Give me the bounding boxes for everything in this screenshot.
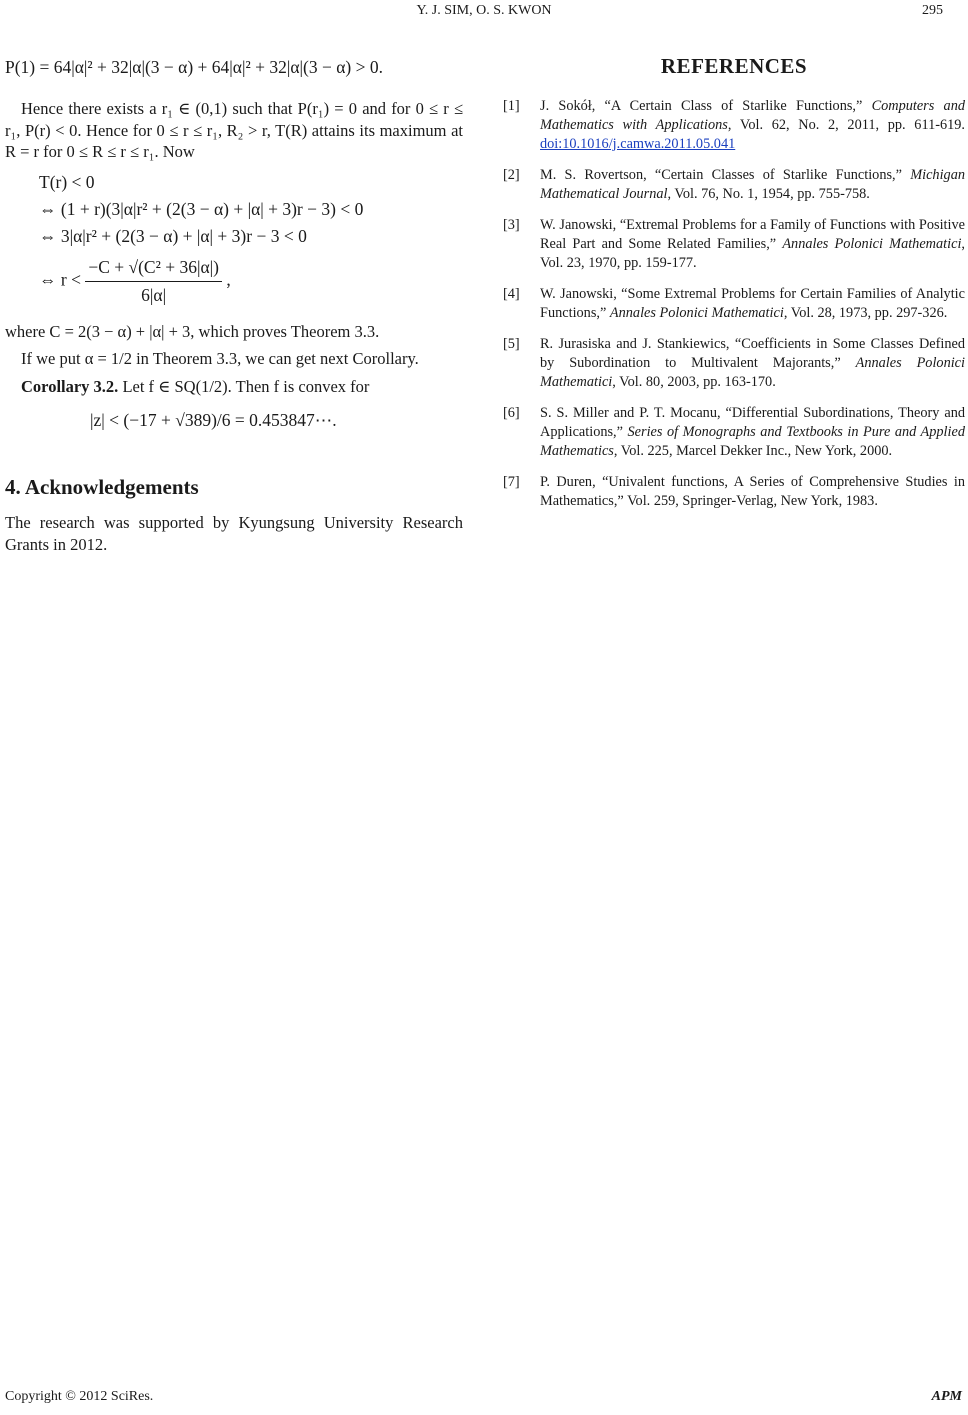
reference-item [503,404,965,461]
reference-journal: Annales Polonici Mathematici [540,355,966,390]
reference-journal: Annales Polonici Mathematici [609,305,784,321]
reference-item [503,285,965,323]
page-header [0,3,968,25]
reference-details: , Vol. 28, 1973, pp. 297-326. [783,305,948,321]
reference-journal: Computers and Mathematics with Applications [540,98,965,133]
reference-text: P. Duren, “Univalent functions, A Series of Comprehensive Studies in Mathematics,” Vol. 259, Springer-Verlag, New York, 1983. [540,474,965,509]
reference-number: [4] [503,286,520,302]
reference-body [540,404,965,461]
equation-p1: P(1) = 64|α|² + 32|α|(3 − α) + 64|α|² + 32|α|(3 − α) > 0. [5,57,383,77]
reference-body [540,473,965,511]
reference-number: [5] [503,336,520,352]
reference-journal: Michigan Mathematical Journal [540,167,965,202]
reference-details: , Vol. 62, No. 2, 2011, pp. 611-619. [727,117,965,133]
reference-number: [2] [503,167,520,183]
paragraph-hence: Hence there exists a r₁ ∈ (0,1) such that P(r₁) = 0 and for 0 ≤ r ≤ r₁, P(r) < 0. Hence for 0 ≤ r ≤ r₁, R₂ > r, T(R) attains its maximum at R = r for 0 ≤ R ≤ r ≤ r₁. Now [5,99,463,161]
math-line-2: ⇔ (1 + r)(3|α|r² + (2(3 − α) + |α| + 3)r − 3) < 0 [39,198,364,219]
reference-item [503,97,965,154]
page-footer [0,1389,968,1409]
section-title: 4. Acknowledgements [5,475,199,499]
reference-text: R. Jurasiska and J. Stankiewics, “Coefficients in Some Classes Defined by Subordination to Multivalent Majorants,” [540,336,965,371]
reference-journal: Annales Polonici Mathematici [782,236,962,252]
corollary [5,376,463,398]
reference-number: [1] [503,98,520,114]
reference-item [503,216,965,273]
fraction-denominator: 6|α| [141,284,167,305]
reference-number: [6] [503,405,520,421]
paragraph-if-we-put: If we put α = 1/2 in Theorem 3.3, we can get next Corollary. [21,349,419,368]
reference-details: , Vol. 23, 1970, pp. 159-177. [540,236,965,271]
math-derivation [39,169,463,309]
reference-journal: Series of Monographs and Textbooks in Pure and Applied Mathematics [540,424,965,459]
reference-item [503,473,965,511]
running-title: Y. J. SIM, O. S. KWON [416,3,552,18]
reference-body [540,216,965,273]
copyright: Copyright © 2012 SciRes. [5,1389,154,1404]
reference-text: S. S. Miller and P. T. Mocanu, “Differential Subordinations, Theory and Applications,” [540,405,965,440]
math-line-4-suffix: , [226,269,231,290]
corollary-equation: |z| < (−17 + √389)/6 = 0.453847⋯. [90,410,337,430]
fraction-numerator: −C + √(C² + 36|α|) [85,254,222,282]
math-line-4 [39,254,463,309]
acknowledgement-text: The research was supported by Kyungsung University Research Grants in 2012. [5,513,463,554]
reference-details: , Vol. 80, 2003, pp. 163-170. [612,374,776,390]
reference-body [540,166,965,204]
corollary-label: Corollary 3.2. [21,376,119,396]
reference-list [503,97,965,511]
reference-text: M. S. Rovertson, “Certain Classes of Starlike Functions,” [540,167,911,183]
reference-item [503,166,965,204]
references-title: REFERENCES [660,54,808,78]
reference-number: [3] [503,217,520,233]
reference-body [540,335,965,392]
reference-text: W. Janowski, “Some Extremal Problems for Certain Families of Analytic Functions,” [540,286,965,321]
journal-abbr: APM [931,1389,962,1404]
fraction [85,254,222,309]
reference-body [540,285,965,323]
doi-link[interactable]: doi:10.1016/j.camwa.2011.05.041 [540,136,736,152]
math-line-3: ⇔ 3|α|r² + (2(3 − α) + |α| + 3)r − 3 < 0 [39,225,307,246]
right-column [503,50,965,523]
reference-details: , Vol. 76, No. 1, 1954, pp. 755-758. [667,186,870,202]
left-column [5,50,463,555]
reference-details: , Vol. 225, Marcel Dekker Inc., New York, 2000. [613,443,893,459]
math-line-4-prefix: ⇔ r < [39,269,81,290]
paragraph-where: where C = 2(3 − α) + |α| + 3, which proves Theorem 3.3. [5,321,380,341]
reference-item [503,335,965,392]
page-number: 295 [922,3,943,18]
corollary-text: Let f ∈ SQ(1/2). Then f is convex for [118,376,370,396]
reference-text: J. Sokół, “A Certain Class of Starlike Functions,” [540,98,872,114]
math-line-1: T(r) < 0 [39,171,95,192]
reference-body [540,97,965,154]
reference-number: [7] [503,474,520,490]
reference-text: W. Janowski, “Extremal Problems for a Family of Functions with Positive Real Part and Some Related Families,” [540,217,965,252]
